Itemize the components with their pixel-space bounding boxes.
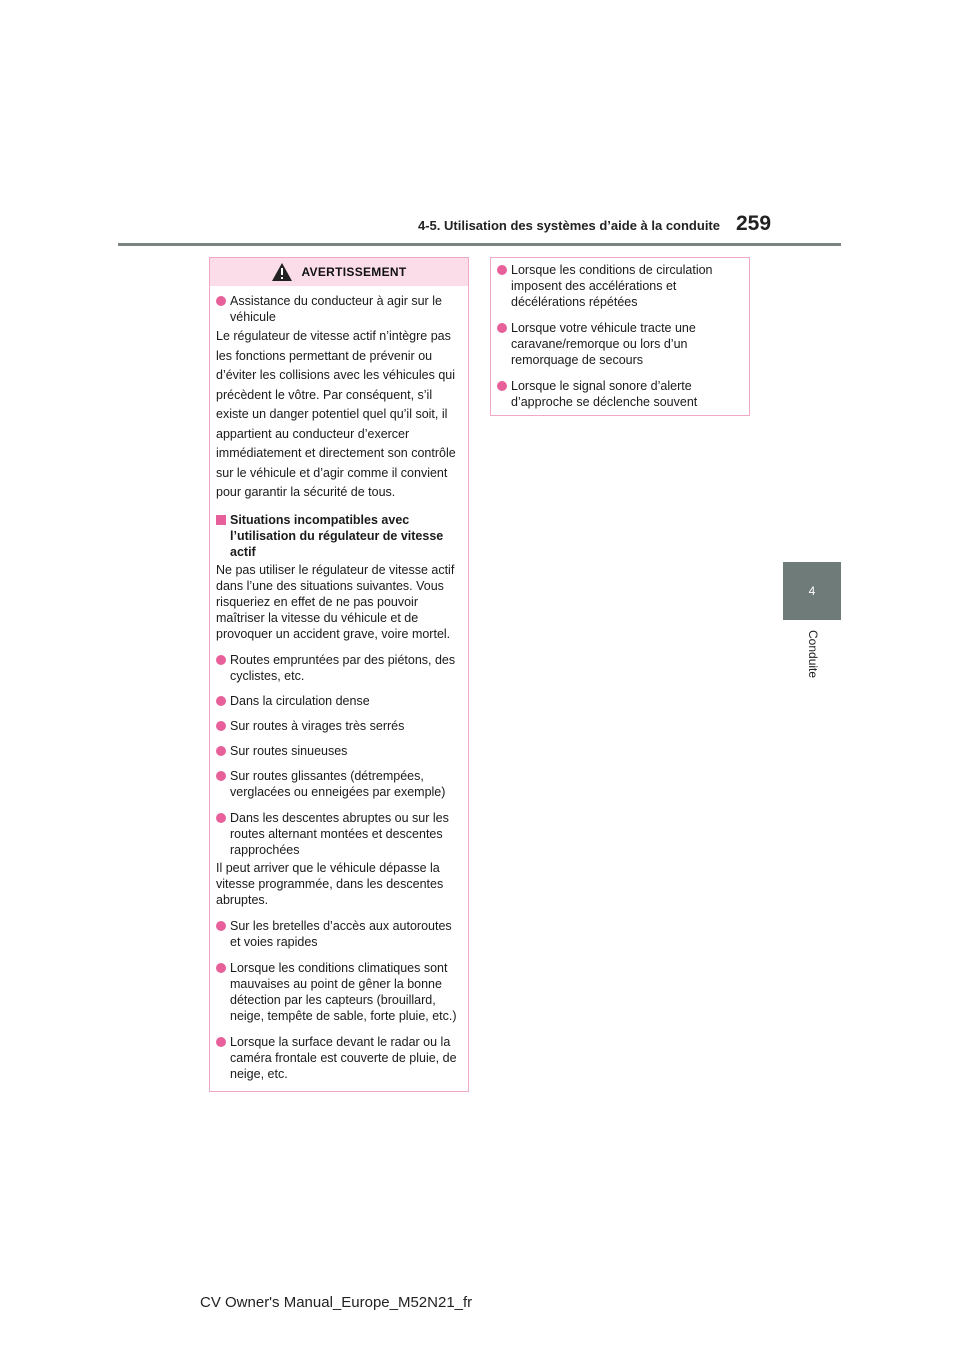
warning-bullet-steep-descents: Dans les descentes abruptes ou sur les routes alternant montées et descentes rapprochées [216,810,458,858]
header-divider [118,243,841,246]
warning-bullet-dense-traffic: Dans la circulation dense [216,693,458,709]
warning-content [210,293,468,1082]
warning-box-continued [490,257,750,416]
chapter-number-tab: 4 [783,562,841,620]
continued-bullet-acceleration: Lorsque les conditions de circulation imposent des accélérations et décélérations répétées [497,262,739,310]
warning-header [210,258,468,286]
warning-bullet-slippery-roads: Sur routes glissantes (détrempées, verglacées ou enneigées par exemple) [216,768,458,800]
warning-bullet-assistance: Assistance du conducteur à agir sur le véhicule [216,293,458,325]
warning-subheading-situations: Situations incompatibles avec l’utilisation du régulateur de vitesse actif [216,512,458,560]
warning-heading: AVERTISSEMENT [301,265,407,279]
warning-bullet-bad-weather: Lorsque les conditions climatiques sont mauvaises au point de gêner la bonne détection par les capteurs (brouillard, neige, tempête de sable, forte pluie, etc.) [216,960,458,1024]
continued-content [491,258,749,410]
continued-bullet-alert: Lorsque le signal sonore d’alerte d’approche se déclenche souvent [497,378,739,410]
chapter-label [782,630,842,700]
warning-bullet-covered-sensors: Lorsque la surface devant le radar ou la caméra frontale est couverte de pluie, de neige, etc. [216,1034,458,1082]
warning-bullet-winding-roads: Sur routes sinueuses [216,743,458,759]
warning-paragraph-situations: Ne pas utiliser le régulateur de vitesse actif dans l’une des situations suivantes. Vous risqueriez en effet de ne pas pouvoir maîtriser la vitesse du véhicule et de provoquer un accident grave, voire mortel. [216,562,455,641]
footer-manual-id: CV Owner's Manual_Europe_M52N21_fr [200,1294,473,1311]
continued-bullet-towing: Lorsque votre véhicule tracte une caravane/remorque ou lors d’un remorquage de secours [497,320,739,368]
warning-paragraph-speed-exceed: Il peut arriver que le véhicule dépasse la vitesse programmée, dans les descentes abruptes. [216,860,444,907]
warning-triangle-icon [271,262,293,282]
warning-box [209,257,469,1092]
warning-bullet-sharp-turns: Sur routes à virages très serrés [216,718,458,734]
section-title: 4-5. Utilisation des systèmes d’aide à la conduite [418,218,720,233]
warning-bullet-ramps: Sur les bretelles d’accès aux autoroutes et voies rapides [216,918,458,950]
warning-bullet-pedestrians: Routes empruntées par des piétons, des cyclistes, etc. [216,652,458,684]
warning-paragraph-collision: Le régulateur de vitesse actif n’intègre pas les fonctions permettant de prévenir ou d’éviter les collisions avec les véhicules qui précèdent le vôtre. Par conséquent, s’il existe un danger potentiel quel qu’il soit, il appartient au conducteur d’exercer immédiatement et directement son contrôle sur le véhicule et d’agir comme il convient pour garantir la sécurité de tous. [216,329,456,499]
chapter-label-text: Conduite [806,630,820,679]
page-number: 259 [736,212,772,235]
